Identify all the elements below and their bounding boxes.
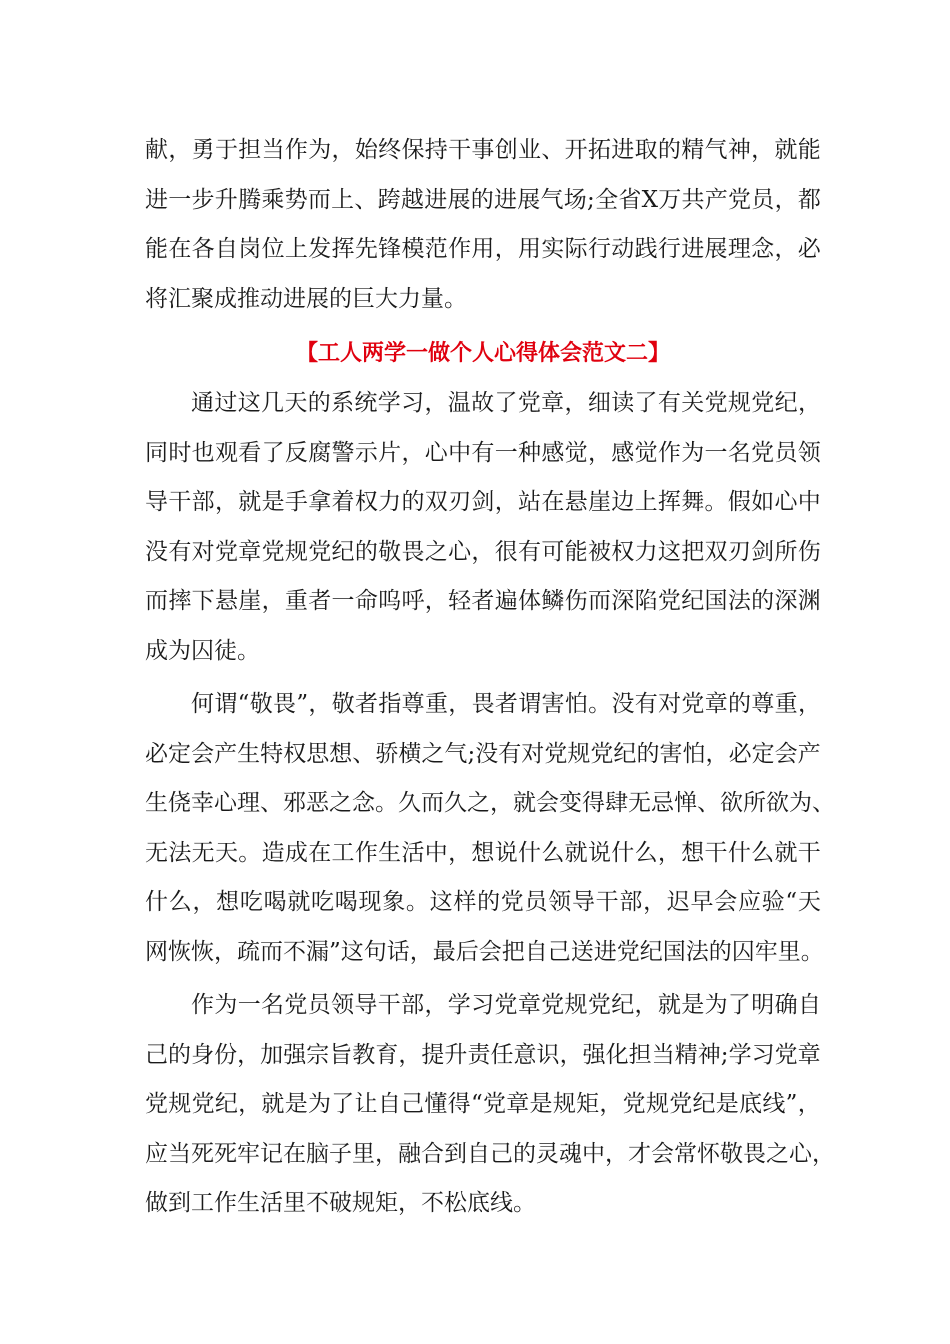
text-line: 能 在 各 自 岗 位 上 发 挥 先 锋 模 范 作 用 ， 用 实 际 行 动 践 行 进 展 理 念 ， 必: [145, 236, 821, 262]
text-line: 何 谓 “ 敬 畏 ” ， 敬 者 指 尊 重 ， 畏 者 谓 害 怕 。 没 有 对 党 章 的 尊 重 ，: [191, 691, 821, 717]
text-line: 进 一 步 升 腾 乘 势 而 上 、 跨 越 进 展 的 进 展 气 场 ; 全 省 X 万 共 产 党 员 ， 都: [145, 186, 821, 213]
paragraph-2: [145, 379, 821, 676]
text-line: 没 有 对 党 章 党 规 党 纪 的 敬 畏 之 心 ， 很 有 可 能 被 权 力 这 把 双 刃 剑 所 伤: [145, 538, 821, 565]
text-line: 同 时 也 观 看 了 反 腐 警 示 片 ， 心 中 有 一 种 感 觉 ， 感 觉 作 为 一 名 党 员 领: [145, 439, 821, 466]
text-line: 必 定 会 产 生 特 权 思 想 、 骄 横 之 气 ; 没 有 对 党 规 党 纪 的 害 怕 ， 必 定 会 产: [145, 740, 821, 767]
paragraph-4: [145, 981, 835, 1229]
text-line: 献 ， 勇 于 担 当 作 为 ， 始 终 保 持 干 事 创 业 、 开 拓 进 取 的 精 气 神 ， 就 能: [145, 137, 821, 163]
text-line: 而 摔 下 悬 崖 ， 重 者 一 命 呜 呼 ， 轻 者 遍 体 鳞 伤 而 深 陷 党 纪 国 法 的 深 渊: [145, 588, 821, 614]
text-line: 己 的 身 份 ， 加 强 宗 旨 教 育 ， 提 升 责 任 意 识 ， 强 化 担 当 精 神 ; 学 习 党 章: [145, 1041, 821, 1068]
document-body: [145, 126, 835, 1229]
text-line: 导 干 部 ， 就 是 手 拿 着 权 力 的 双 刃 剑 ， 站 在 悬 崖 边 上 挥 舞 。 假 如 心 中: [145, 489, 821, 515]
text-line: 做到工作生活里不破规矩，不松底线。: [145, 1190, 536, 1216]
section-heading: 【工人两学一做个人心得体会范文二】: [295, 341, 670, 366]
text-line: 成为囚徒。: [145, 637, 260, 664]
text-line: 党 规 党 纪 ， 就 是 为 了 让 自 己 懂 得 “ 党 章 是 规 矩 ， 党 规 党 纪 是 底 线 ” ，: [145, 1091, 821, 1117]
text-line: 生 侥 幸 心 理 、 邪 恶 之 念 。 久 而 久 之 ， 就 会 变 得 肆 无 忌 惮 、 欲 所 欲 为 、: [145, 790, 835, 816]
text-line: 无 法 无 天 。 造 成 在 工 作 生 活 中 ， 想 说 什 么 就 说 什 么 ， 想 干 什 么 就 干: [145, 839, 821, 866]
text-line: 什 么 ， 想 吃 喝 就 吃 喝 现 象 。 这 样 的 党 员 领 导 干 部 ， 迟 早 会 应 验 “ 天: [145, 889, 821, 915]
paragraph-1: [145, 126, 821, 324]
paragraph-3: [145, 680, 835, 977]
text-line: 将汇聚成推动进展的巨大力量。: [145, 285, 467, 312]
text-line: 通 过 这 几 天 的 系 统 学 习 ， 温 故 了 党 章 ， 细 读 了 有 关 党 规 党 纪 ，: [191, 390, 821, 416]
text-line: 作 为 一 名 党 员 领 导 干 部 ， 学 习 党 章 党 规 党 纪 ， 就 是 为 了 明 确 自: [191, 992, 821, 1018]
text-line: 应 当 死 死 牢 记 在 脑 子 里 ， 融 合 到 自 己 的 灵 魂 中 ， 才 会 常 怀 敬 畏 之 心 ，: [145, 1140, 835, 1167]
text-line: 网 恢 恢 ， 疏 而 不 漏 ” 这 句 话 ， 最 后 会 把 自 己 送 进 党 纪 国 法 的 囚 牢 里 。: [145, 938, 824, 965]
